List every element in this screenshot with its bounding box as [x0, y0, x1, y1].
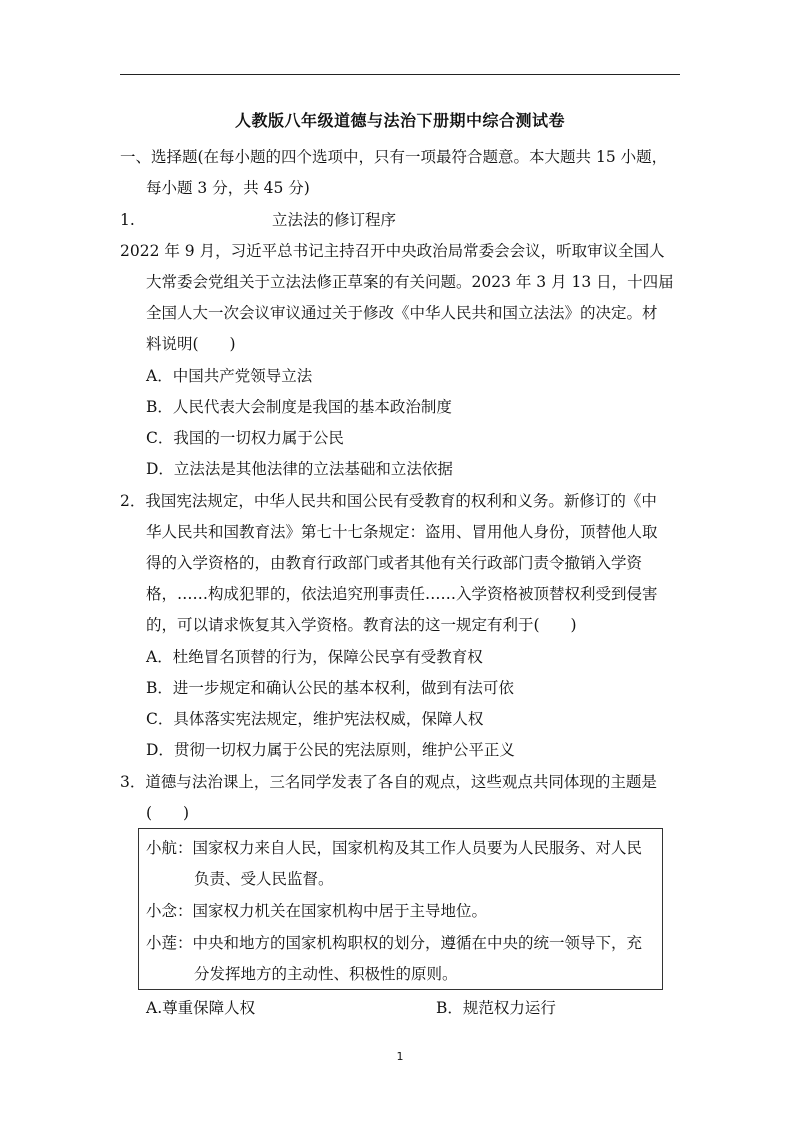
q2-stem-line: 华人民共和国教育法》第七十七条规定：盗用、冒用他人身份，顶替他人取: [146, 523, 658, 541]
q3-quote-line: 分发挥地方的主动性、积极性的原则。: [194, 965, 458, 983]
q2-stem-line: 格，……构成犯罪的，依法追究刑事责任……入学资格被顶替权利受到侵害: [146, 585, 658, 603]
q2-option-d: D．贯彻一切权力属于公民的宪法原则，维护公平正义: [146, 741, 515, 759]
section-heading-cont: 每小题 3 分，共 45 分): [146, 179, 310, 197]
q1-number: 1.: [120, 211, 135, 229]
q3-quote-line: 负责、受人民监督。: [194, 870, 334, 888]
q3-option-b: B．规范权力运行: [436, 999, 556, 1017]
q3-quote-line: 小念：国家权力机关在国家机构中居于主导地位。: [146, 902, 488, 920]
q2-stem-line: 2．我国宪法规定，中华人民共和国公民有受教育的权利和义务。新修订的《中: [120, 492, 657, 510]
q2-stem-line: 得的入学资格的，由教育行政部门或者其他有关行政部门责令撤销入学资: [146, 554, 643, 572]
exam-title: 人教版八年级道德与法治下册期中综合测试卷: [234, 111, 565, 130]
q1-stem-line: 全国人大一次会议审议通过关于修改《中华人民共和国立法法》的决定。材: [146, 304, 658, 322]
q1-option-d: D．立法法是其他法律的立法基础和立法依据: [146, 460, 453, 478]
q3-quote-line: 小莲：中央和地方的国家机构职权的划分，遵循在中央的统一领导下，充: [146, 934, 643, 952]
q2-option-b: B．进一步规定和确认公民的基本权利，做到有法可依: [146, 679, 514, 697]
q1-option-b: B．人民代表大会制度是我国的基本政治制度: [146, 398, 452, 416]
q1-stem-line: 2022 年 9 月，习近平总书记主持召开中央政治局常委会会议，听取审议全国人: [120, 242, 665, 260]
q1-option-c: C．我国的一切权力属于公民: [146, 429, 344, 447]
q1-option-a: A．中国共产党领导立法: [146, 367, 313, 385]
q2-stem-line: 的，可以请求恢复其入学资格。教育法的这一规定有利于( ): [146, 616, 577, 634]
q1-stem-line: 料说明( ): [146, 335, 236, 353]
q1-caption: 立法法的修订程序: [272, 211, 397, 229]
q3-quote-line: 小航：国家权力来自人民，国家机构及其工作人员要为人民服务、对人民: [146, 839, 643, 857]
q3-stem-line: ( ): [146, 804, 190, 822]
q3-stem-line: 3．道德与法治课上，三名同学发表了各自的观点，这些观点共同体现的主题是: [120, 773, 657, 791]
q3-option-a: A.尊重保障人权: [146, 999, 256, 1017]
q2-option-c: C．具体落实宪法规定，维护宪法权威，保障人权: [146, 710, 484, 728]
section-heading: 一、选择题(在每小题的四个选项中，只有一项最符合题意。本大题共 15 小题，: [120, 148, 668, 166]
q2-option-a: A．杜绝冒名顶替的行为，保障公民享有受教育权: [146, 648, 483, 666]
q1-stem-line: 大常委会党组关于立法法修正草案的有关问题。2023 年 3 月 13 日，十四届: [146, 273, 674, 291]
page-number: 1: [396, 1050, 404, 1063]
top-rule: [120, 74, 680, 75]
